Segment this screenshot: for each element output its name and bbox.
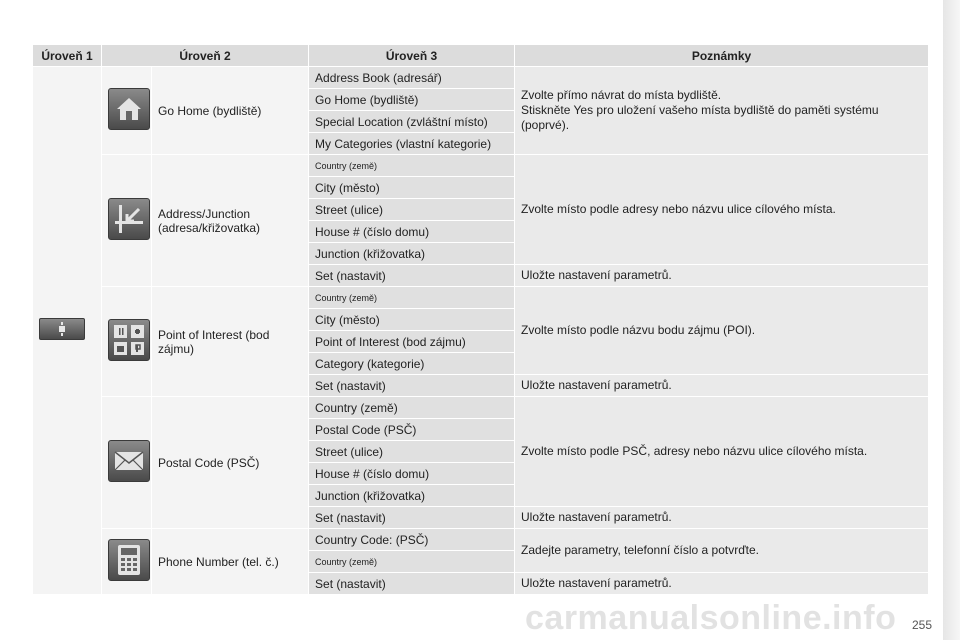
level3-cell: My Categories (vlastní kategorie)	[309, 133, 515, 155]
level3-cell: Postal Code (PSČ)	[309, 419, 515, 441]
set-cell: Set (nastavit)	[309, 375, 515, 397]
home-icon	[108, 88, 150, 130]
icon-cell	[102, 67, 152, 155]
level3-cell: Category (kategorie)	[309, 353, 515, 375]
point-of-interest-icon	[108, 319, 150, 361]
set-cell: Set (nastavit)	[309, 507, 515, 529]
envelope-icon	[108, 440, 150, 482]
note-line: Zvolte přímo návrat do místa bydliště.	[521, 88, 722, 102]
note-cell: Zadejte parametry, telefonní číslo a potvrďte.	[515, 529, 929, 573]
phone-icon	[108, 539, 150, 581]
level1-cell	[33, 67, 102, 595]
note-line: Stiskněte Yes pro uložení vašeho místa bydliště do paměti systému (poprvé).	[521, 103, 879, 132]
address-junction-icon	[108, 198, 150, 240]
level3-cell: Street (ulice)	[309, 199, 515, 221]
header-level1: Úroveň 1	[33, 45, 102, 67]
navigation-menu-table	[32, 44, 929, 595]
level2-cell: Go Home (bydliště)	[152, 67, 309, 155]
note-cell: Zvolte místo podle PSČ, adresy nebo názvu ulice cílového místa.	[515, 397, 929, 507]
page-edge	[943, 0, 960, 640]
navigation-menu-icon	[39, 318, 85, 340]
note-cell: Zvolte místo podle adresy nebo názvu ulice cílového místa.	[515, 155, 929, 265]
note-cell	[515, 67, 929, 155]
level3-cell: Go Home (bydliště)	[309, 89, 515, 111]
watermark: carmanualsonline.info	[525, 599, 897, 637]
level2-cell: Address/Junction (adresa/křižovatka)	[152, 155, 309, 287]
table-row	[33, 529, 929, 551]
level3-cell: Country Code: (PSČ)	[309, 529, 515, 551]
table-row	[33, 155, 929, 177]
level3-cell: City (město)	[309, 177, 515, 199]
level3-cell: Address Book (adresář)	[309, 67, 515, 89]
icon-cell	[102, 155, 152, 287]
level3-cell: Junction (křižovatka)	[309, 485, 515, 507]
header-level3: Úroveň 3	[309, 45, 515, 67]
table-row	[33, 397, 929, 419]
table-row	[33, 287, 929, 309]
level3-cell: Country (země)	[309, 155, 515, 177]
set-note-cell: Uložte nastavení parametrů.	[515, 265, 929, 287]
page-number: 255	[911, 618, 932, 632]
icon-cell	[102, 529, 152, 595]
level3-cell: House # (číslo domu)	[309, 463, 515, 485]
set-note-cell: Uložte nastavení parametrů.	[515, 573, 929, 595]
level3-cell: Junction (křižovatka)	[309, 243, 515, 265]
level3-cell: Street (ulice)	[309, 441, 515, 463]
icon-cell	[102, 397, 152, 529]
level3-cell: Country (země)	[309, 551, 515, 573]
table-row	[33, 67, 929, 89]
level2-cell: Postal Code (PSČ)	[152, 397, 309, 529]
level2-cell: Phone Number (tel. č.)	[152, 529, 309, 595]
level3-cell: House # (číslo domu)	[309, 221, 515, 243]
set-cell: Set (nastavit)	[309, 573, 515, 595]
header-notes: Poznámky	[515, 45, 929, 67]
note-cell: Zvolte místo podle názvu bodu zájmu (POI).	[515, 287, 929, 375]
level2-cell: Point of Interest (bod zájmu)	[152, 287, 309, 397]
set-note-cell: Uložte nastavení parametrů.	[515, 507, 929, 529]
level3-cell: Point of Interest (bod zájmu)	[309, 331, 515, 353]
set-note-cell: Uložte nastavení parametrů.	[515, 375, 929, 397]
level3-cell: Special Location (zvláštní místo)	[309, 111, 515, 133]
level3-cell: City (město)	[309, 309, 515, 331]
header-level2: Úroveň 2	[102, 45, 309, 67]
set-cell: Set (nastavit)	[309, 265, 515, 287]
table-header-row	[33, 45, 929, 67]
icon-cell	[102, 287, 152, 397]
level3-cell: Country (země)	[309, 287, 515, 309]
level3-cell: Country (země)	[309, 397, 515, 419]
